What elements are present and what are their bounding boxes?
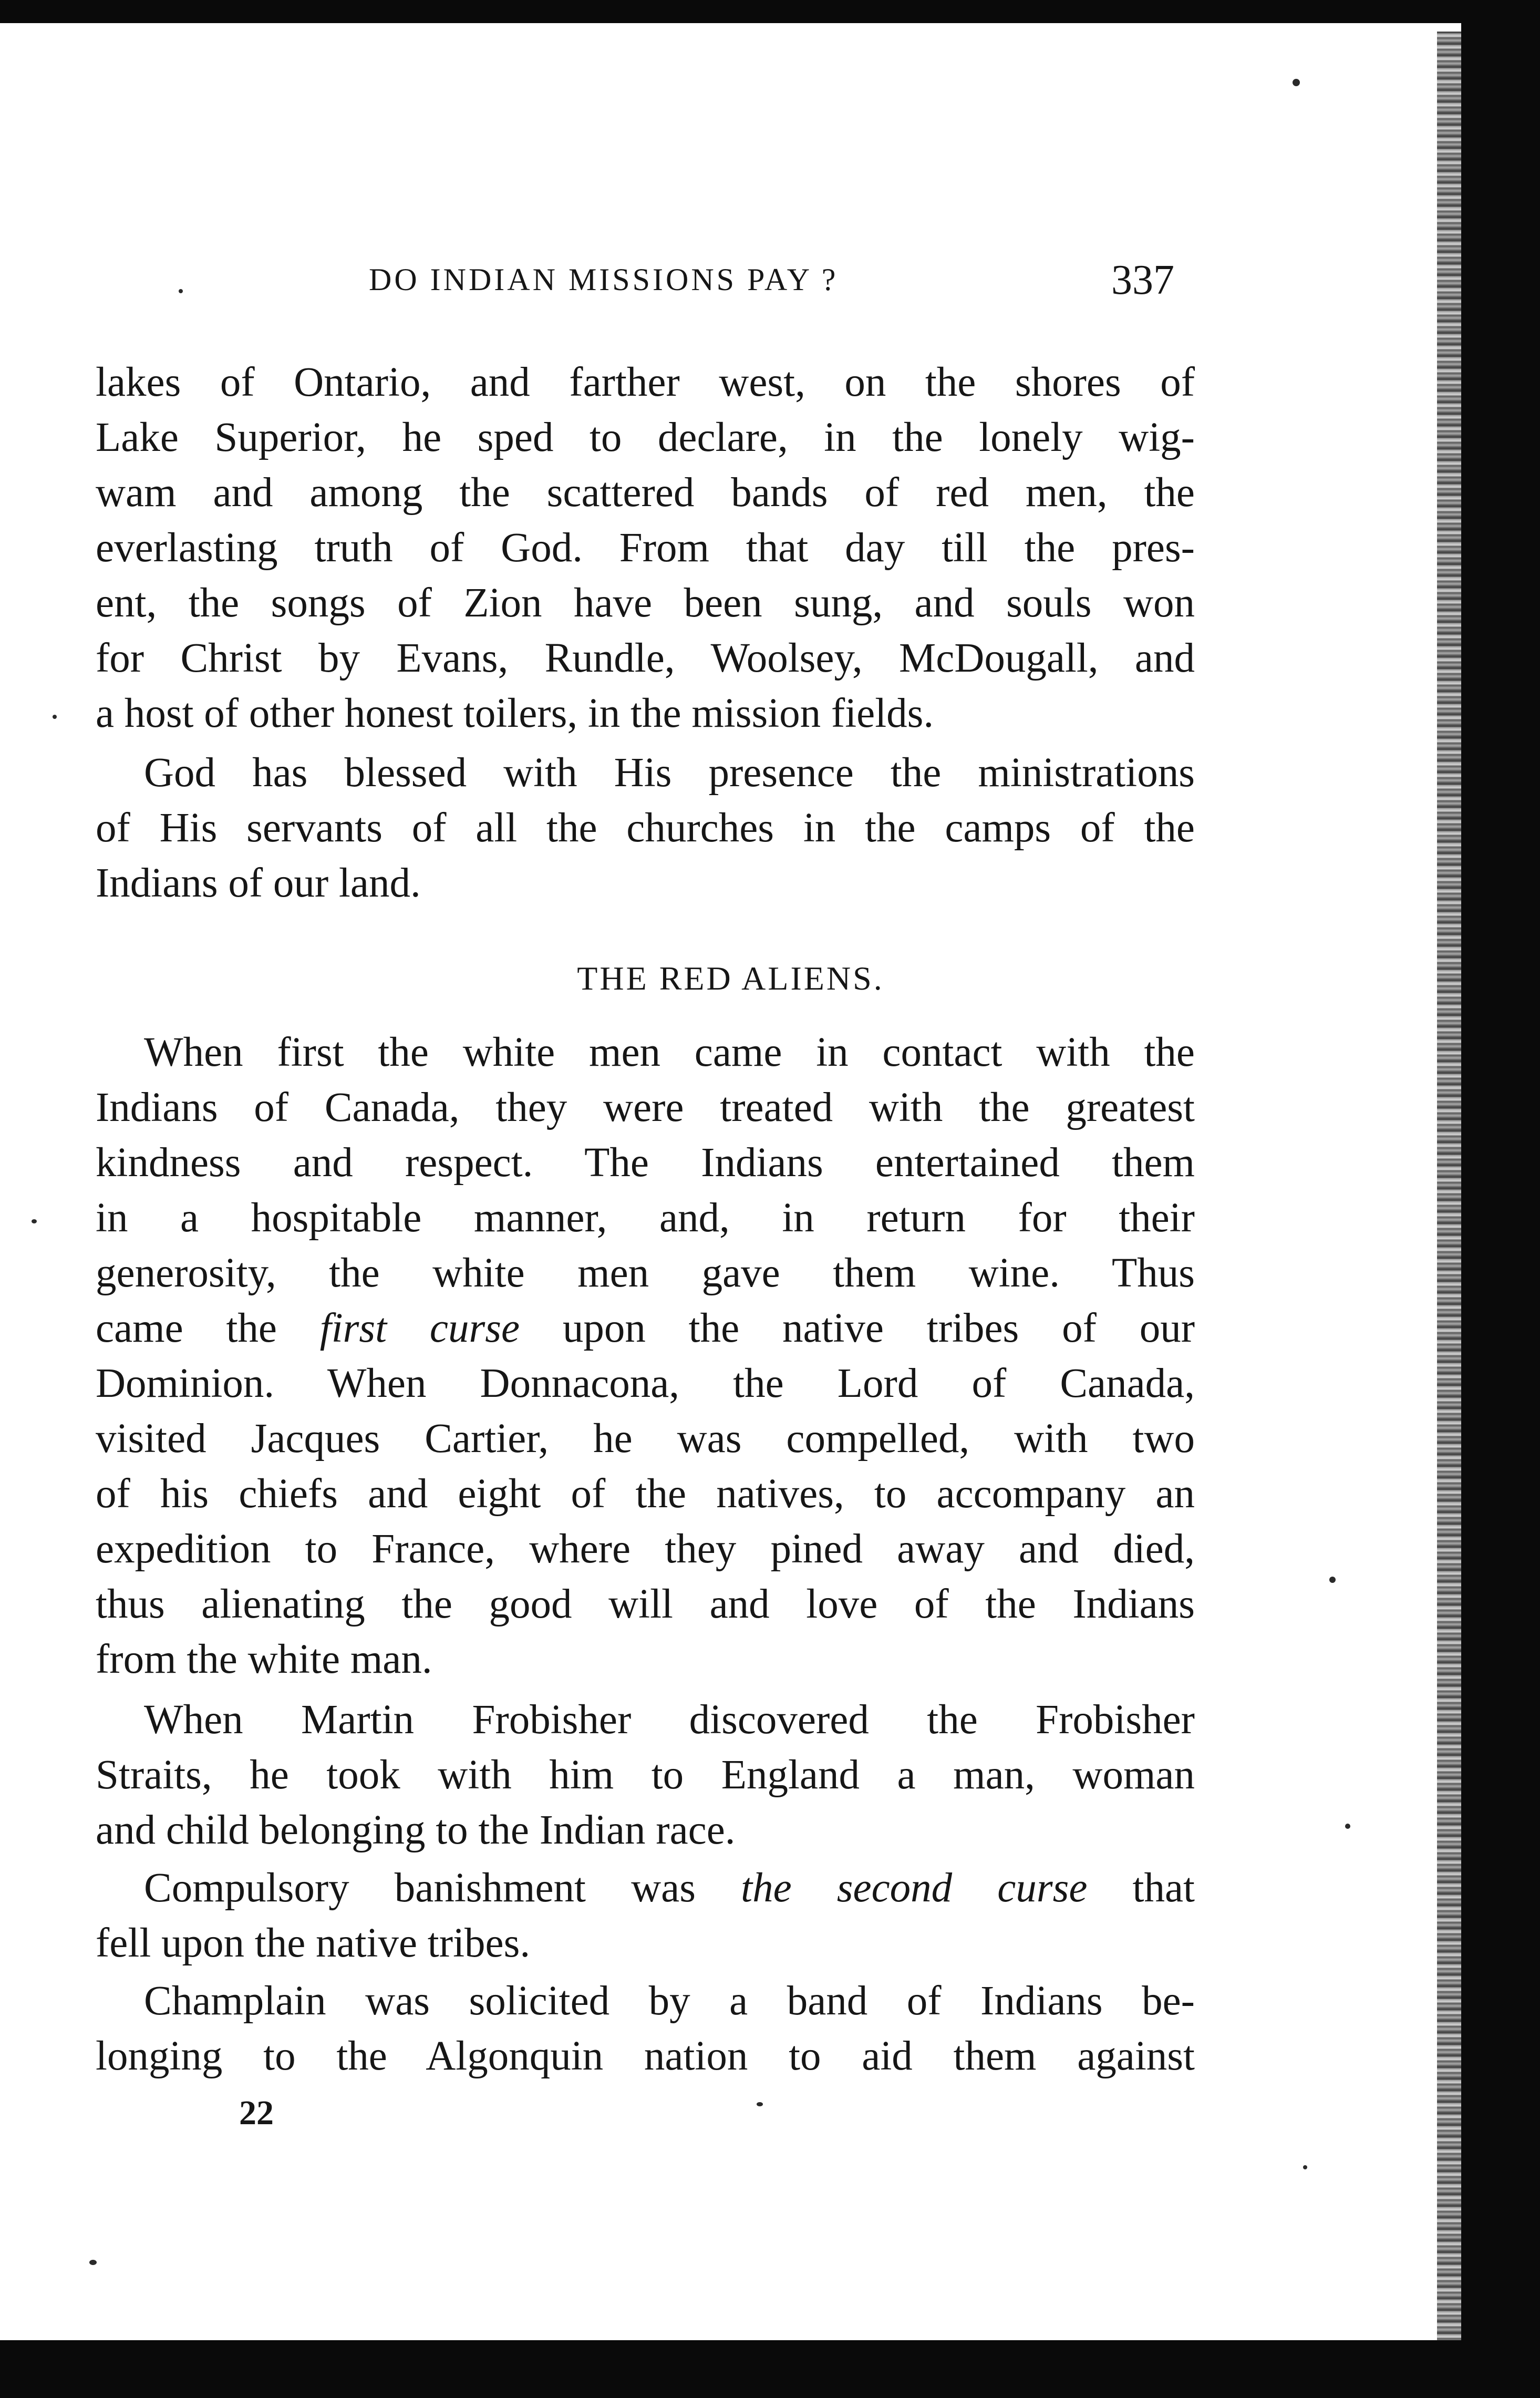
scan-speck [89, 2260, 97, 2265]
text-line: Lake Superior, he sped to declare, in the lonely wig- [96, 415, 1195, 460]
scan-speck [1303, 2165, 1307, 2169]
text-line [96, 1860, 1195, 1916]
scan-speck [1345, 1824, 1350, 1829]
text-line: Indians of our land. [96, 860, 421, 906]
text-line: When first the white men came in contact with the [144, 1030, 1195, 1075]
section-heading: THE RED ALIENS. [577, 960, 884, 997]
text-line: everlasting truth of God. From that day till the pres- [96, 525, 1195, 571]
text-line: from the white man. [96, 1637, 432, 1682]
paragraph-3 [96, 1025, 1195, 1687]
paragraph-2 [96, 745, 1195, 911]
emphasis-first-curse: first curse [319, 1305, 520, 1351]
scan-speck [757, 2102, 763, 2106]
text-line: Champlain was solicited by a band of Indians be- [144, 1978, 1195, 2024]
scan-speck [1329, 1577, 1336, 1583]
text-line: expedition to France, where they pined away and died, [96, 1526, 1195, 1572]
text-run: came the [96, 1305, 320, 1351]
paragraph-6 [96, 1973, 1195, 2084]
text-line: wam and among the scattered bands of red men, the [96, 470, 1195, 516]
emphasis-second-curse: the second curse [741, 1865, 1088, 1911]
text-line: When Martin Frobisher discovered the Frobisher [144, 1697, 1195, 1743]
text-line: lakes of Ontario, and farther west, on the shores of [96, 359, 1195, 405]
text-line: of his chiefs and eight of the natives, to accompany an [96, 1471, 1195, 1517]
paragraph-5 [96, 1860, 1195, 1971]
paragraph-1 [96, 355, 1195, 741]
text-run: that [1087, 1865, 1195, 1911]
running-head-title: DO INDIAN MISSIONS PAY ? [369, 262, 839, 297]
text-line: in a hospitable manner, and, in return for their [96, 1195, 1195, 1241]
text-line: Straits, he took with him to England a man, woman [96, 1752, 1195, 1798]
text-line: Indians of Canada, they were treated with the greatest [96, 1085, 1195, 1130]
text-line: for Christ by Evans, Rundle, Woolsey, McDougall, and [96, 635, 1195, 681]
text-line: ent, the songs of Zion have been sung, and souls won [96, 580, 1195, 626]
paragraph-4 [96, 1692, 1195, 1858]
text-line: and child belonging to the Indian race. [96, 1807, 736, 1853]
text-line: Dominion. When Donnacona, the Lord of Canada, [96, 1361, 1195, 1406]
text-line: God has blessed with His presence the ministrations [144, 750, 1195, 796]
scan-speck [1293, 79, 1300, 86]
scan-speck [53, 715, 57, 719]
text-line: visited Jacques Cartier, he was compelled, with two [96, 1416, 1195, 1462]
text-line: of His servants of all the churches in the camps of the [96, 805, 1195, 851]
text-run: Compulsory banishment was [144, 1865, 741, 1911]
scan-speck [179, 289, 183, 293]
scan-speck [32, 1219, 37, 1223]
text-line: a host of other honest toilers, in the mission fields. [96, 691, 934, 736]
text-line: fell upon the native tribes. [96, 1920, 531, 1966]
page-number: 337 [1111, 257, 1174, 303]
text-line: longing to the Algonquin nation to aid them against [96, 2033, 1195, 2079]
text-line: kindness and respect. The Indians entertained them [96, 1140, 1195, 1186]
text-line: generosity, the white men gave them wine. Thus [96, 1250, 1195, 1296]
signature-mark: 22 [239, 2094, 274, 2132]
text-run: upon the native tribes of our [520, 1305, 1195, 1351]
text-line: thus alienating the good will and love of the Indians [96, 1581, 1195, 1627]
text-line [96, 1301, 1195, 1356]
